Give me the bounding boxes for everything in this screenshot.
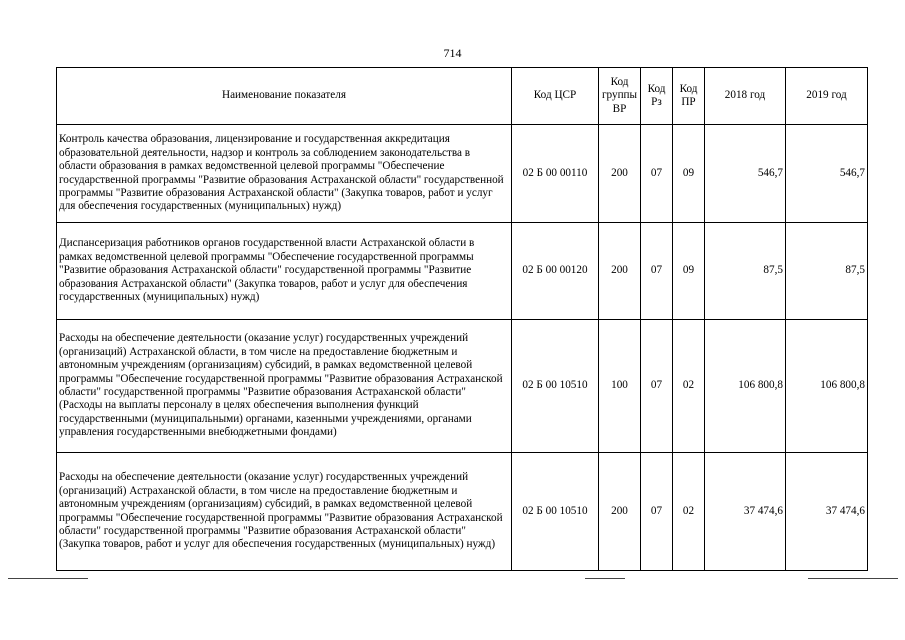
- row-2019: 546,7: [786, 125, 868, 223]
- header-name: Наименование показателя: [57, 68, 512, 125]
- table-row: [57, 223, 868, 320]
- row-name: Расходы на обеспечение деятельности (оказание услуг) государственных учреждений (организаций) Астраханской области, в том числе на предоставление бюджетным и автономным учреждениям (организациям) субсидий, в рамках ведомственной целевой программы "Обеспечение государственной программы "Развитие образования Астраханской области" государственной программы "Развитие образования Астраханской области" (Закупка товаров, работ и услуг для обеспечения государственных (муниципальных) нужд): [57, 453, 512, 571]
- budget-table: [56, 67, 868, 571]
- row-2019: 106 800,8: [786, 320, 868, 453]
- row-rz: 07: [641, 453, 673, 571]
- row-vr: 200: [599, 223, 641, 320]
- table-row: [57, 320, 868, 453]
- row-pr: 09: [673, 125, 705, 223]
- row-vr: 100: [599, 320, 641, 453]
- page-number: 714: [443, 46, 462, 60]
- row-pr: 02: [673, 320, 705, 453]
- page-divider-right: [808, 578, 898, 579]
- row-pr: 02: [673, 453, 705, 571]
- row-2018: 106 800,8: [705, 320, 786, 453]
- row-csr: 02 Б 00 10510: [512, 320, 599, 453]
- row-pr: 09: [673, 223, 705, 320]
- row-csr: 02 Б 00 00110: [512, 125, 599, 223]
- row-vr: 200: [599, 453, 641, 571]
- row-name: Контроль качества образования, лицензирование и государственная аккредитация образовательной деятельности, надзор и контроль за соблюдением законодательства в области образования в рамках ведомственной целевой программы "Обеспечение государственной программы "Развитие образования Астраханской области" государственной программы "Развитие образования Астраханской области" (Закупка товаров, работ и услуг для обеспечения государственных (муниципальных) нужд): [57, 125, 512, 223]
- header-pr: Код ПР: [673, 68, 705, 125]
- header-rz: Код Рз: [641, 68, 673, 125]
- row-2018: 546,7: [705, 125, 786, 223]
- row-name: Диспансеризация работников органов государственной власти Астраханской области в рамках ведомственной целевой программы "Обеспечение государственной программы "Развитие образования Астраханской области" государственной программы "Развитие образования Астраханской области" (Закупка товаров, работ и услуг для обеспечения государственных (муниципальных) нужд): [57, 223, 512, 320]
- table-row: [57, 125, 868, 223]
- row-name: Расходы на обеспечение деятельности (оказание услуг) государственных учреждений (организаций) Астраханской области, в том числе на предоставление бюджетным и автономным учреждениям (организациям) субсидий, в рамках ведомственной целевой программы "Обеспечение государственной программы "Развитие образования Астраханской области" государственной программы "Развитие образования Астраханской области" (Расходы на выплаты персоналу в целях обеспечения выполнения функций государственными (муниципальными) органами, казенными учреждениями, органами управления государственными внебюджетными фондами): [57, 320, 512, 453]
- table-row: [57, 453, 868, 571]
- header-vr: Код группы ВР: [599, 68, 641, 125]
- row-2019: 87,5: [786, 223, 868, 320]
- header-csr: Код ЦСР: [512, 68, 599, 125]
- page-divider-mid: [585, 578, 625, 579]
- row-csr: 02 Б 00 00120: [512, 223, 599, 320]
- row-2018: 37 474,6: [705, 453, 786, 571]
- row-2019: 37 474,6: [786, 453, 868, 571]
- row-2018: 87,5: [705, 223, 786, 320]
- row-rz: 07: [641, 125, 673, 223]
- table-header-row: [57, 68, 868, 125]
- row-csr: 02 Б 00 10510: [512, 453, 599, 571]
- page-divider-left: [8, 578, 88, 579]
- header-2018: 2018 год: [705, 68, 786, 125]
- row-vr: 200: [599, 125, 641, 223]
- header-2019: 2019 год: [786, 68, 868, 125]
- row-rz: 07: [641, 223, 673, 320]
- row-rz: 07: [641, 320, 673, 453]
